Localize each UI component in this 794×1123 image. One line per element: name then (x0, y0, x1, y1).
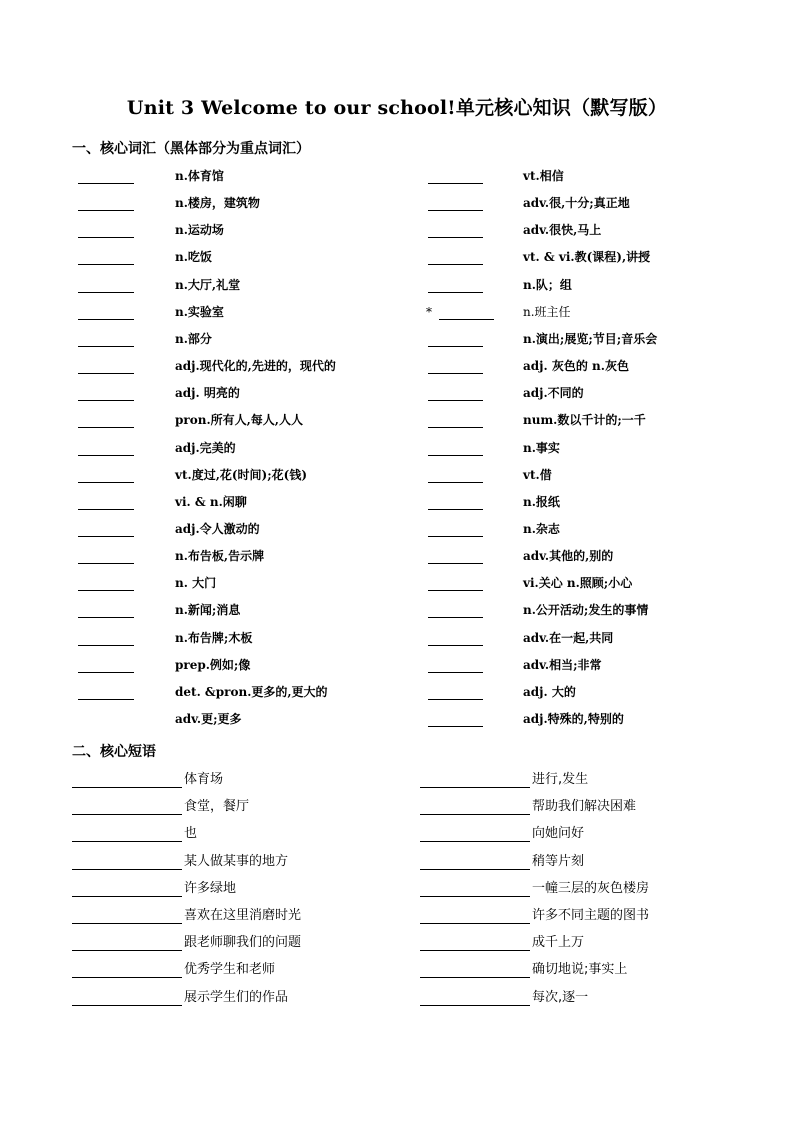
vocab-definition: n.运动场 (175, 223, 224, 238)
answer-blank[interactable] (428, 427, 483, 428)
answer-blank[interactable] (72, 787, 182, 788)
vocab-row (0, 521, 794, 548)
vocab-row (0, 548, 794, 575)
answer-blank[interactable] (72, 814, 182, 815)
phrase-meaning: 向她问好 (532, 826, 585, 842)
answer-blank[interactable] (420, 923, 530, 924)
phrase-row (0, 907, 794, 934)
phrase-meaning: 展示学生们的作品 (184, 989, 289, 1005)
answer-blank[interactable] (78, 210, 134, 211)
page-title: Unit 3 Welcome to our school!单元核心知识（默写版） (126, 97, 668, 119)
answer-blank[interactable] (72, 1005, 182, 1006)
phrase-row (0, 934, 794, 961)
answer-blank[interactable] (428, 699, 483, 700)
answer-blank[interactable] (428, 617, 483, 618)
vocab-definition: adj. 大的 (523, 684, 576, 699)
vocab-definition: vi.关心 n.照顾;小心 (523, 576, 633, 591)
phrase-row (0, 989, 794, 1016)
vocab-row (0, 494, 794, 521)
vocab-definition: pron.所有人,每人,人人 (175, 413, 303, 428)
answer-blank[interactable] (78, 536, 134, 537)
answer-blank[interactable] (428, 264, 483, 265)
star-marker: * (426, 304, 432, 319)
vocab-definition: adv.很,十分;真正地 (523, 196, 630, 211)
phrase-meaning: 一幢三层的灰色楼房 (532, 880, 650, 896)
phrase-meaning: 进行,发生 (532, 772, 589, 787)
answer-blank[interactable] (78, 645, 134, 646)
answer-blank[interactable] (428, 346, 483, 347)
vocab-row (0, 304, 794, 331)
vocab-definition: n.楼房，建筑物 (175, 196, 260, 211)
vocab-definition: n.报纸 (523, 494, 560, 509)
vocab-definition: n.杂志 (523, 521, 560, 536)
vocab-definition: n.大厅,礼堂 (175, 277, 241, 292)
vocab-definition: adj.特殊的,特别的 (523, 712, 624, 726)
answer-blank[interactable] (78, 672, 134, 673)
vocab-definition: vt. & vi.教(课程),讲授 (523, 250, 651, 265)
phrase-meaning: 许多绿地 (184, 880, 237, 896)
answer-blank[interactable] (428, 563, 483, 564)
vocab-row (0, 440, 794, 467)
vocab-definition: adj.不同的 (523, 386, 584, 401)
vocab-definition: det. &pron.更多的,更大的 (175, 684, 328, 699)
vocab-row (0, 684, 794, 711)
answer-blank[interactable] (78, 563, 134, 564)
answer-blank[interactable] (78, 373, 134, 374)
vocab-definition: adv.在一起,共同 (523, 630, 614, 645)
answer-blank[interactable] (78, 509, 134, 510)
answer-blank[interactable] (72, 841, 182, 842)
answer-blank[interactable] (428, 455, 483, 456)
answer-blank[interactable] (428, 672, 483, 673)
vocab-definition: adv.相当;非常 (523, 657, 602, 672)
answer-blank[interactable] (428, 536, 483, 537)
vocab-definition: adv.很快,马上 (523, 223, 602, 238)
vocab-section-heading: 一、核心词汇（黑体部分为重点词汇） (72, 141, 310, 157)
answer-blank[interactable] (72, 950, 182, 951)
answer-blank[interactable] (428, 210, 483, 211)
vocab-definition: vi. & n.闲聊 (175, 494, 247, 509)
vocab-row (0, 575, 794, 602)
answer-blank[interactable] (72, 923, 182, 924)
answer-blank[interactable] (428, 726, 483, 727)
phrase-meaning: 食堂，餐厅 (184, 799, 250, 815)
answer-blank[interactable] (428, 400, 483, 401)
vocab-definition: n.队；组 (523, 277, 572, 292)
answer-blank[interactable] (428, 590, 483, 591)
phrase-meaning: 优秀学生和老师 (184, 962, 276, 978)
vocab-row (0, 249, 794, 276)
phrase-meaning: 也 (184, 826, 198, 842)
phrase-meaning: 每次,逐一 (532, 989, 589, 1005)
vocab-row (0, 222, 794, 249)
vocab-definition: adj.令人激动的 (175, 521, 260, 536)
vocab-row (0, 467, 794, 494)
vocab-definition: prep.例如;像 (175, 657, 251, 672)
answer-blank[interactable] (78, 237, 134, 238)
answer-blank[interactable] (420, 787, 530, 788)
vocab-definition: vt.借 (523, 467, 552, 482)
answer-blank[interactable] (428, 183, 483, 184)
vocab-row (0, 331, 794, 358)
vocab-row (0, 711, 794, 738)
vocab-row (0, 385, 794, 412)
vocab-definition: adj.现代化的,先进的，现代的 (175, 359, 336, 374)
phrase-row (0, 825, 794, 852)
phrase-meaning: 跟老师聊我们的问题 (184, 935, 302, 951)
phrase-meaning: 确切地说;事实上 (532, 962, 628, 978)
vocab-definition: n. 大门 (175, 576, 217, 591)
phrase-meaning: 成千上万 (532, 935, 585, 951)
answer-blank[interactable] (78, 183, 134, 184)
answer-blank[interactable] (428, 645, 483, 646)
vocab-definition: vt.度过,花(时间);花(钱) (175, 467, 308, 482)
vocab-definition: adj.完美的 (175, 440, 236, 455)
vocab-row (0, 657, 794, 684)
vocab-row (0, 602, 794, 629)
vocab-row (0, 168, 794, 195)
vocab-definition: n.吃饭 (175, 250, 212, 265)
answer-blank[interactable] (78, 346, 134, 347)
phrase-meaning: 某人做某事的地方 (184, 853, 289, 869)
phrase-meaning: 帮助我们解决困难 (532, 799, 637, 815)
phrase-row (0, 798, 794, 825)
answer-blank[interactable] (439, 319, 494, 320)
answer-blank[interactable] (420, 841, 530, 842)
vocab-row (0, 358, 794, 385)
answer-blank[interactable] (78, 264, 134, 265)
answer-blank[interactable] (78, 400, 134, 401)
answer-blank[interactable] (420, 869, 530, 870)
answer-blank[interactable] (78, 427, 134, 428)
answer-blank[interactable] (420, 896, 530, 897)
vocab-definition: n.布告牌;木板 (175, 630, 253, 645)
phrase-row (0, 961, 794, 988)
phrase-meaning: 体育场 (184, 772, 224, 787)
answer-blank[interactable] (78, 590, 134, 591)
vocab-definition: adv.更;更多 (175, 712, 242, 726)
answer-blank[interactable] (420, 814, 530, 815)
vocab-definition: n.布告板,告示牌 (175, 549, 265, 564)
vocab-definition: n.部分 (175, 331, 212, 346)
vocab-definition: n.公开活动;发生的事情 (523, 603, 649, 618)
answer-blank[interactable] (72, 896, 182, 897)
answer-blank[interactable] (78, 455, 134, 456)
vocab-row (0, 195, 794, 222)
vocab-row (0, 277, 794, 304)
answer-blank[interactable] (72, 869, 182, 870)
answer-blank[interactable] (78, 617, 134, 618)
vocab-definition: n.班主任 (523, 304, 571, 319)
phrase-meaning: 喜欢在这里消磨时光 (184, 908, 302, 923)
answer-blank[interactable] (420, 977, 530, 978)
vocab-definition: adj. 灰色的 n.灰色 (523, 359, 629, 374)
vocab-definition: adj. 明亮的 (175, 386, 240, 401)
vocab-row (0, 412, 794, 439)
answer-blank[interactable] (428, 482, 483, 483)
vocab-definition: n.新闻;消息 (175, 603, 241, 618)
phrase-section-heading: 二、核心短语 (72, 744, 156, 760)
vocab-definition: vt.相信 (523, 169, 564, 183)
answer-blank[interactable] (78, 699, 134, 700)
answer-blank[interactable] (420, 1005, 530, 1006)
phrase-row (0, 853, 794, 880)
answer-blank[interactable] (428, 292, 483, 293)
answer-blank[interactable] (428, 237, 483, 238)
answer-blank[interactable] (78, 482, 134, 483)
phrase-row (0, 771, 794, 798)
vocab-definition: adv.其他的,别的 (523, 549, 614, 564)
vocab-definition: n.事实 (523, 440, 560, 455)
answer-blank[interactable] (78, 292, 134, 293)
phrase-meaning: 许多不同主题的图书 (532, 908, 650, 923)
answer-blank[interactable] (420, 950, 530, 951)
answer-blank[interactable] (78, 319, 134, 320)
answer-blank[interactable] (72, 977, 182, 978)
answer-blank[interactable] (428, 509, 483, 510)
vocab-definition: n.实验室 (175, 304, 224, 319)
phrase-row (0, 880, 794, 907)
vocab-definition: num.数以千计的;一千 (523, 413, 646, 428)
vocab-row (0, 630, 794, 657)
answer-blank[interactable] (428, 373, 483, 374)
phrase-meaning: 稍等片刻 (532, 853, 585, 869)
vocab-definition: n.演出;展览;节目;音乐会 (523, 331, 658, 346)
vocab-definition: n.体育馆 (175, 169, 224, 183)
